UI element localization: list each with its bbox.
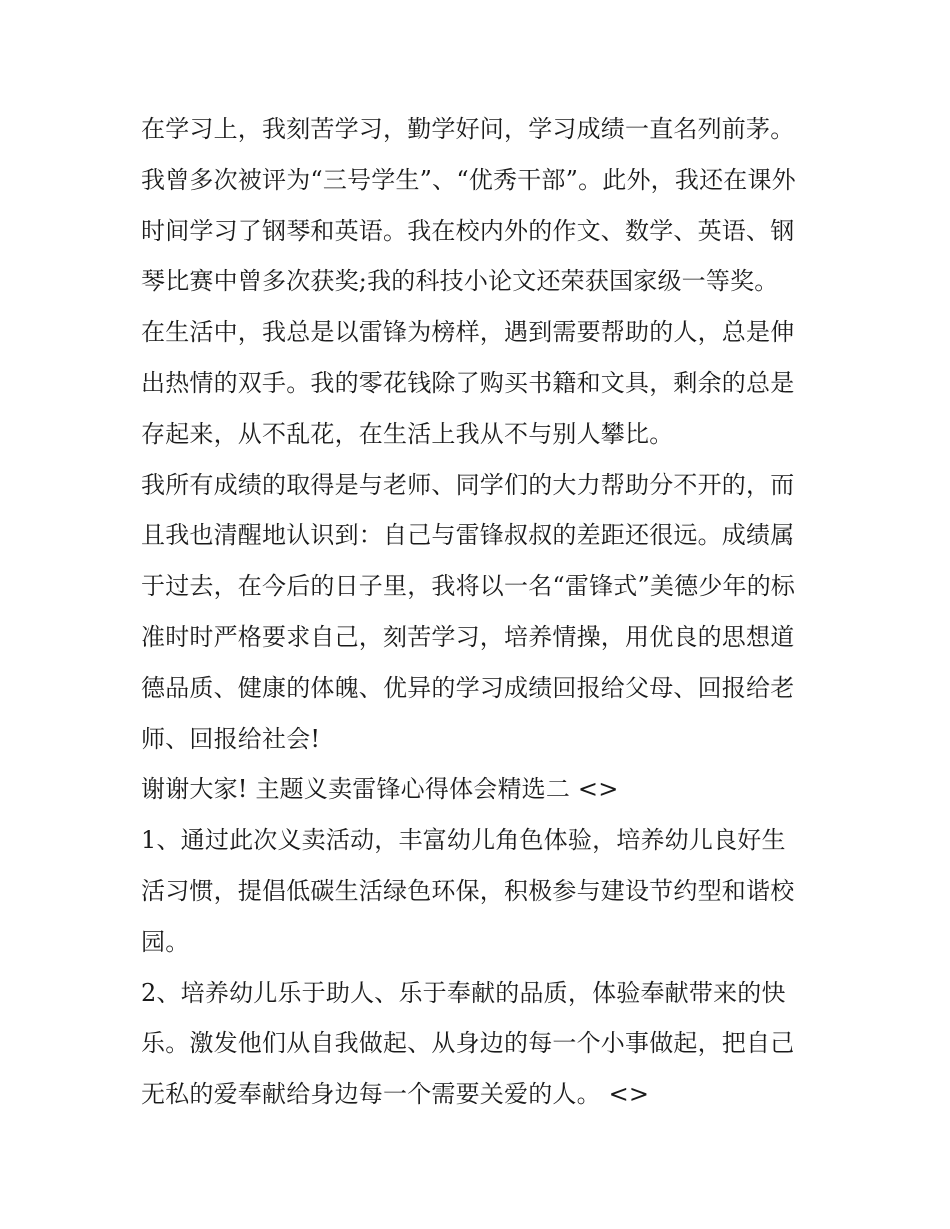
text-line: 在学习上，我刻苦学习，勤学好问，学习成绩一直名列前茅。: [141, 115, 795, 143]
text-line: 德品质、健康的体魄、优异的学习成绩回报给父母、回报给老: [141, 673, 795, 702]
text-line: 于过去，在今后的日子里，我将以一名“雷锋式”美德少年的标: [141, 572, 796, 601]
list-item-line: 乐。激发他们从自我做起、从身边的每一个小事做起，把自己: [141, 1029, 795, 1058]
list-item-line: 园。: [141, 927, 190, 956]
text-line: 我所有成绩的取得是与老师、同学们的大力帮助分不开的，而: [141, 470, 795, 499]
list-item-line: 1、通过此次义卖活动，丰富幼儿角色体验，培养幼儿良好生: [141, 826, 786, 855]
list-item-line: 无私的爱奉献给身边每一个需要关爱的人。 <>: [141, 1080, 650, 1109]
text-line: 我曾多次被评为“三号学生”、“优秀干部”。此外，我还在课外: [141, 165, 796, 194]
text-line: 且我也清醒地认识到：自己与雷锋叔叔的差距还很远。成绩属: [141, 521, 795, 550]
text-line: 存起来，从不乱花，在生活上我从不与别人攀比。: [141, 419, 674, 448]
text-line: 琴比赛中曾多次获奖;我的科技小论文还荣获国家级一等奖。: [141, 267, 779, 296]
text-line: 在生活中，我总是以雷锋为榜样，遇到需要帮助的人，总是伸: [141, 318, 795, 347]
section-heading-line: 谢谢大家! 主题义卖雷锋心得体会精选二 <>: [141, 775, 619, 804]
document-body: [141, 104, 813, 1120]
list-item-line: 活习惯，提倡低碳生活绿色环保，积极参与建设节约型和谐校: [141, 876, 795, 905]
text-line: 时间学习了钢琴和英语。我在校内外的作文、数学、英语、钢: [141, 216, 795, 245]
text-line: 出热情的双手。我的零花钱除了购买书籍和文具，剩余的总是: [141, 368, 795, 397]
text-line: 准时时严格要求自己，刻苦学习，培养情操，用优良的思想道: [141, 622, 795, 651]
text-line: 师、回报给社会!: [141, 724, 321, 753]
list-item-line: 2、培养幼儿乐于助人、乐于奉献的品质，体验奉献带来的快: [141, 978, 786, 1007]
